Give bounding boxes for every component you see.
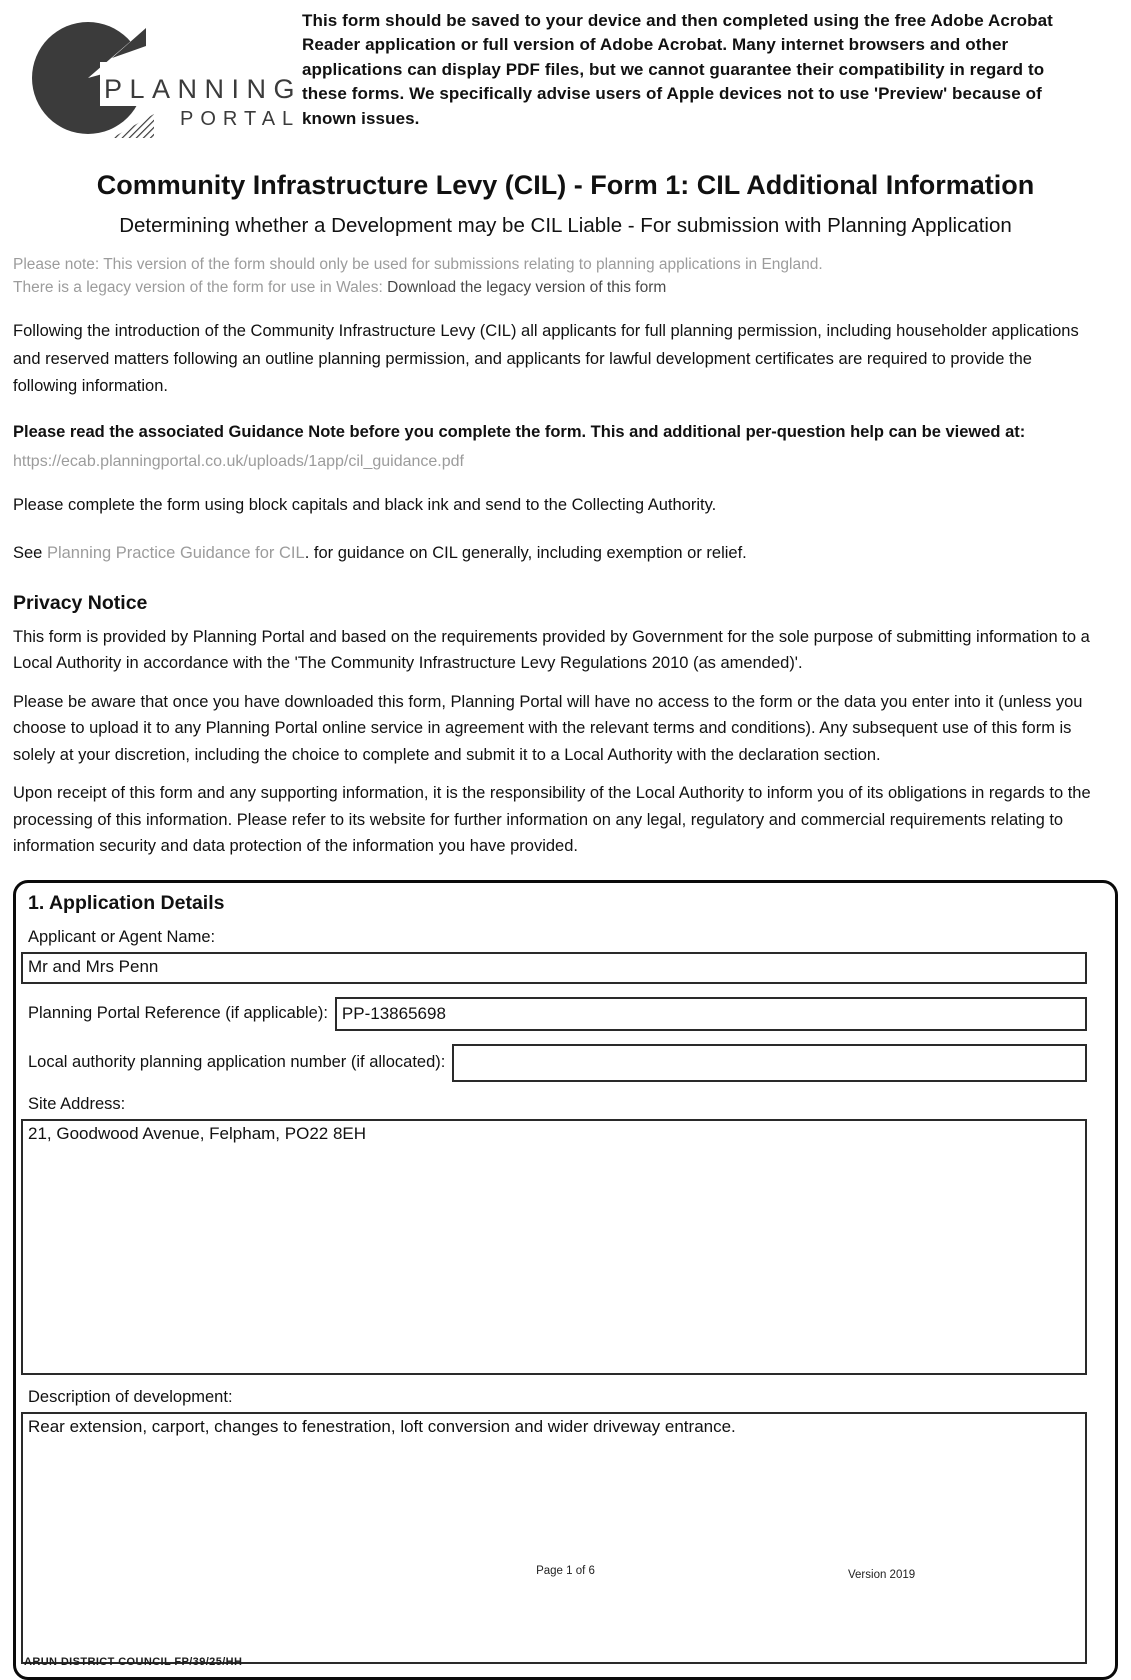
description-of-development-input[interactable]: Rear extension, carport, changes to fenestration, loft conversion and wider driveway entrance. (21, 1412, 1087, 1664)
see-prefix-text: See (13, 544, 47, 562)
see-guidance-line (13, 540, 1097, 568)
england-version-note (13, 255, 1095, 297)
guidance-note-bold-text: Please read the associated Guidance Note before you complete the form. This and additional per-question help can be viewed at: (13, 422, 1026, 441)
site-address-label: Site Address: (28, 1094, 126, 1113)
la-application-number-input[interactable] (452, 1044, 1087, 1082)
planning-portal-reference-input[interactable]: PP-13865698 (335, 997, 1087, 1031)
legacy-version-link[interactable]: Download the legacy version of this form (387, 279, 667, 296)
section-1-heading: 1. Application Details (28, 891, 225, 914)
applicant-name-label: Applicant or Agent Name: (28, 927, 216, 946)
page-number: Page 1 of 6 (536, 1565, 595, 1577)
form-subtitle: Determining whether a Development may be CIL Liable - For submission with Planning Application (119, 214, 1012, 237)
logo-text-planning: PLANNING (104, 74, 303, 104)
description-of-development-label: Description of development: (28, 1387, 233, 1406)
application-details-section (13, 880, 1118, 1680)
privacy-paragraph-3: Upon receipt of this form and any supporting information, it is the responsibility of the Local Authority to inform you of its obligations in regards to the processing of this information. Please refer to its website for further information on any legal, regulatory and commercial requirements relating to information security and data protection of the information you have provided. (13, 784, 1091, 855)
site-address-input[interactable]: 21, Goodwood Avenue, Felpham, PO22 8EH (21, 1119, 1087, 1375)
adobe-compatibility-notice: This form should be saved to your device and then completed using the free Adobe Acrobat Reader application or full version of Adobe Acrobat. Many internet browsers and other applications can display PDF files, but we cannot guarantee their compatibility in regard to these forms. We specifically advise users of Apple devices not to use 'Preview' because of known issues. (302, 11, 1053, 128)
page-header (0, 0, 1131, 147)
council-reference-stamp: ARUN DISTRICT COUNCIL FP/39/25/HH (24, 1655, 243, 1668)
block-capitals-note: Please complete the form using block capitals and black ink and send to the Collecting Authority. (13, 495, 717, 514)
planning-portal-logo (0, 0, 302, 147)
note-line-2 (13, 278, 1095, 297)
wales-note-text: There is a legacy version of the form for use in Wales: (13, 279, 388, 296)
applicant-name-input[interactable]: Mr and Mrs Penn (21, 952, 1087, 984)
planning-portal-reference-row (28, 997, 1087, 1031)
form-title: Community Infrastructure Levy (CIL) - Form 1: CIL Additional Information (96, 170, 1035, 200)
privacy-notice-heading: Privacy Notice (13, 591, 148, 614)
cil-intro-paragraph: Following the introduction of the Community Infrastructure Levy (CIL) all applicants for full planning permission, including householder applications and reserved matters following an outline planning permission, and applicants for lawful development certificates are required to provide the following information. (13, 322, 1079, 395)
planning-portal-logo-icon (16, 10, 302, 142)
form-version: Version 2019 (848, 1569, 916, 1581)
guidance-pdf-link[interactable]: https://ecab.planningportal.co.uk/uploads/1app/cil_guidance.pdf (13, 452, 464, 470)
privacy-paragraph-1: This form is provided by Planning Portal and based on the requirements provided by Government for the sole purpose of submitting information to a Local Authority in accordance with the 'The Community Infrastructure Levy Regulations 2010 (as amended)'. (13, 627, 1090, 672)
privacy-paragraph-2: Please be aware that once you have downloaded this form, Planning Portal will have no access to the form or the data you enter into it (unless you choose to upload it to any Planning Portal online service in agreement with the relevant terms and conditions). Any subsequent use of this form is solely at your discretion, including the choice to complete and submit it to a Local Authority with the declaration section. (13, 692, 1083, 764)
see-suffix-text: . for guidance on CIL generally, including exemption or relief. (304, 544, 747, 562)
planning-portal-reference-label: Planning Portal Reference (if applicable): (28, 1004, 328, 1022)
la-application-number-row (28, 1044, 1087, 1082)
la-application-number-label: Local authority planning application number (if allocated): (28, 1053, 446, 1071)
logo-text-portal: PORTAL (180, 108, 301, 130)
note-line-1: Please note: This version of the form should only be used for submissions relating to planning applications in England. (13, 256, 823, 273)
planning-practice-guidance-link[interactable]: Planning Practice Guidance for CIL (46, 544, 305, 562)
